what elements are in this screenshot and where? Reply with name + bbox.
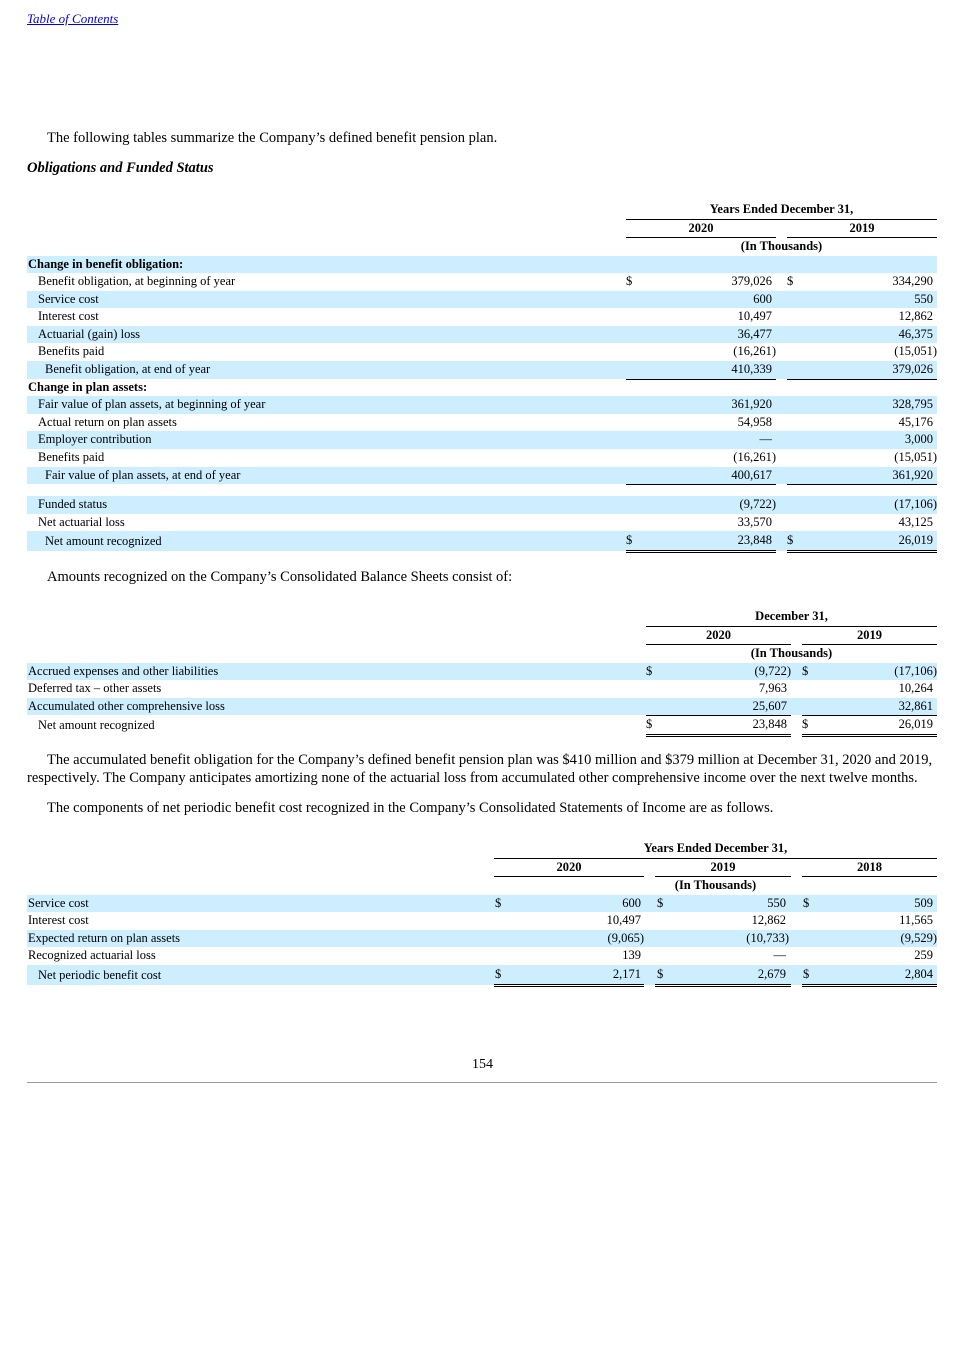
table-header-units [27,876,937,895]
table-row [27,361,937,379]
value-2019: 46,375 [898,326,933,341]
row-label: Funded status [38,497,108,512]
footer-divider [27,1082,937,1083]
obligations-heading: Obligations and Funded Status [27,160,214,176]
table-header-units [27,644,937,663]
row-label: Change in plan assets: [28,379,148,394]
value-2019: 3,000 [904,432,933,447]
currency-symbol: $ [802,717,809,732]
table-row [27,467,937,485]
table-row [27,326,937,344]
row-label: Actuarial (gain) loss [38,326,141,341]
value-2020: 361,920 [731,397,772,412]
currency-symbol: $ [803,966,810,981]
table-row [27,895,937,913]
value-2019: 32,861 [802,698,937,717]
currency-symbol: $ [787,274,794,289]
currency-symbol: $ [495,966,502,981]
value-2019: 361,920 [787,467,937,486]
currency-symbol: $ [495,895,502,910]
row-label: Net amount recognized [45,534,162,549]
value-2019: 334,290 [892,274,933,289]
table-row [27,396,937,414]
period-header: Years Ended December 31, [626,200,937,220]
value-2020: 36,477 [737,326,772,341]
table-header-units [27,237,937,256]
value-2019: (17,106) [894,497,937,512]
units-label: (In Thousands) [740,239,823,253]
year-2020: 2020 [626,219,776,239]
value-2019: 2,679 [757,966,786,981]
value-2018: (9,529) [900,930,937,945]
row-label: Accumulated other comprehensive loss [28,698,225,713]
table-row [27,256,937,274]
row-label: Service cost [38,291,99,306]
currency-symbol: $ [787,533,794,548]
value-2018: 2,804 [904,966,933,981]
table-header-period [27,839,937,858]
table-row [27,698,937,716]
value-2019: 328,795 [892,397,933,412]
row-label: Recognized actuarial loss [28,948,156,963]
value-2019: 379,026 [787,361,937,380]
row-label: Expected return on plan assets [28,930,181,945]
table-of-contents-link[interactable]: Table of Contents [27,11,119,26]
value-2020: 25,607 [646,698,791,717]
table-row [27,291,937,309]
table-row [27,947,937,965]
value-2020: 10,497 [737,309,772,324]
year-2018: 2018 [802,858,937,878]
value-2019: (15,051) [787,449,937,468]
value-2020: 410,339 [626,361,776,380]
value-2020: 10,497 [606,913,641,928]
value-2019: (17,106) [894,663,937,678]
value-2020: 400,617 [626,467,776,486]
net-periodic-cost-table [27,839,937,985]
balance-sheet-table [27,607,937,735]
value-2019: (10,733) [746,930,789,945]
currency-symbol: $ [803,895,810,910]
net-periodic-cost-paragraph: The components of net periodic benefit cost recognized in the Company’s Consolidated Statements of Income are as follows. [47,800,774,816]
value-2019: 10,264 [898,681,933,696]
obligations-table [27,200,937,551]
period-header: Years Ended December 31, [494,839,937,859]
units-label: (In Thousands) [674,878,757,892]
row-label: Service cost [28,895,89,910]
table-row [27,531,937,551]
intro-paragraph: The following tables summarize the Company’s defined benefit pension plan. [47,130,498,146]
row-label: Fair value of plan assets, at end of year [45,467,241,482]
currency-symbol: $ [626,533,633,548]
table-row [27,414,937,432]
table-row [27,514,937,532]
accumulated-obligation-paragraph: The accumulated benefit obligation for the Company’s defined benefit pension plan was $410 million and $379 million at December 31, 2020 and 2019, respectively. The Company anticipates amortizing none of the actuarial loss from accumulated other comprehensive income over the next twelve months. [27,752,933,786]
table-row [27,930,937,948]
year-2020: 2020 [494,858,644,878]
year-2019: 2019 [802,626,937,646]
value-2020: 7,963 [758,681,787,696]
row-label: Benefit obligation, at beginning of year [38,274,236,289]
year-2019: 2019 [655,858,791,878]
value-2020: 54,958 [737,414,772,429]
table-header-years [27,626,937,645]
value-2019: 26,019 [898,533,933,548]
table-row [27,431,937,449]
value-2020: 139 [494,947,644,966]
page-number: 154 [472,1057,493,1072]
row-label: Interest cost [38,309,99,324]
row-label: Accrued expenses and other liabilities [28,663,219,678]
value-2018: 259 [802,947,937,966]
year-2019: 2019 [787,219,937,239]
value-2020: (16,261) [626,449,776,468]
currency-symbol: $ [646,717,653,732]
value-2020: 600 [622,895,641,910]
value-2019: 550 [914,291,933,306]
currency-symbol: $ [646,663,653,678]
table-row [27,449,937,467]
value-2020: (9,722) [739,497,776,512]
row-label: Actual return on plan assets [38,414,177,429]
table-row [27,379,937,397]
value-2020: (9,065) [607,930,644,945]
value-2020: 2,171 [612,966,641,981]
currency-symbol: $ [657,895,664,910]
row-label: Net amount recognized [38,718,155,733]
value-2019: 43,125 [787,514,937,533]
value-2019: 12,862 [898,309,933,324]
table-row [27,343,937,361]
value-2019: 26,019 [898,717,933,732]
currency-symbol: $ [802,663,809,678]
value-2020: (16,261) [626,343,776,362]
row-label: Net actuarial loss [38,514,125,529]
table-header-period [27,200,937,219]
value-2020: (9,722) [754,663,791,678]
table-row [27,308,937,326]
units-label: (In Thousands) [750,646,833,660]
value-2019: 45,176 [898,414,933,429]
row-label: Employer contribution [38,432,152,447]
value-2019: — [655,947,791,966]
row-label: Fair value of plan assets, at beginning of year [38,397,266,412]
value-2019: 550 [767,895,786,910]
row-label: Net periodic benefit cost [38,967,162,982]
value-2018: 11,565 [899,913,933,928]
table-header-period [27,607,937,626]
value-2020: 23,848 [752,717,787,732]
table-row [27,965,937,985]
row-label: Benefit obligation, at end of year [45,362,211,377]
value-2020: 379,026 [731,274,772,289]
table-row [27,273,937,291]
period-header: December 31, [646,607,937,627]
value-2018: 509 [914,895,933,910]
value-2019: 12,862 [751,913,786,928]
value-2020: 33,570 [626,514,776,533]
row-label: Interest cost [28,913,89,928]
table-row [27,680,937,698]
balance-sheet-paragraph: Amounts recognized on the Company’s Consolidated Balance Sheets consist of: [47,569,513,585]
table-row [27,663,937,681]
table-row [27,912,937,930]
year-2020: 2020 [646,626,791,646]
currency-symbol: $ [626,274,633,289]
currency-symbol: $ [657,966,664,981]
value-2019: (15,051) [787,343,937,362]
table-header-years [27,858,937,877]
table-row [27,715,937,735]
value-2020: — [759,432,772,447]
row-label: Deferred tax – other assets [28,681,162,696]
row-label: Benefits paid [38,450,105,465]
table-row [27,496,937,514]
value-2020: 600 [753,291,772,306]
row-label: Benefits paid [38,344,105,359]
row-label: Change in benefit obligation: [28,256,184,271]
value-2020: 23,848 [737,533,772,548]
table-header-years [27,219,937,238]
